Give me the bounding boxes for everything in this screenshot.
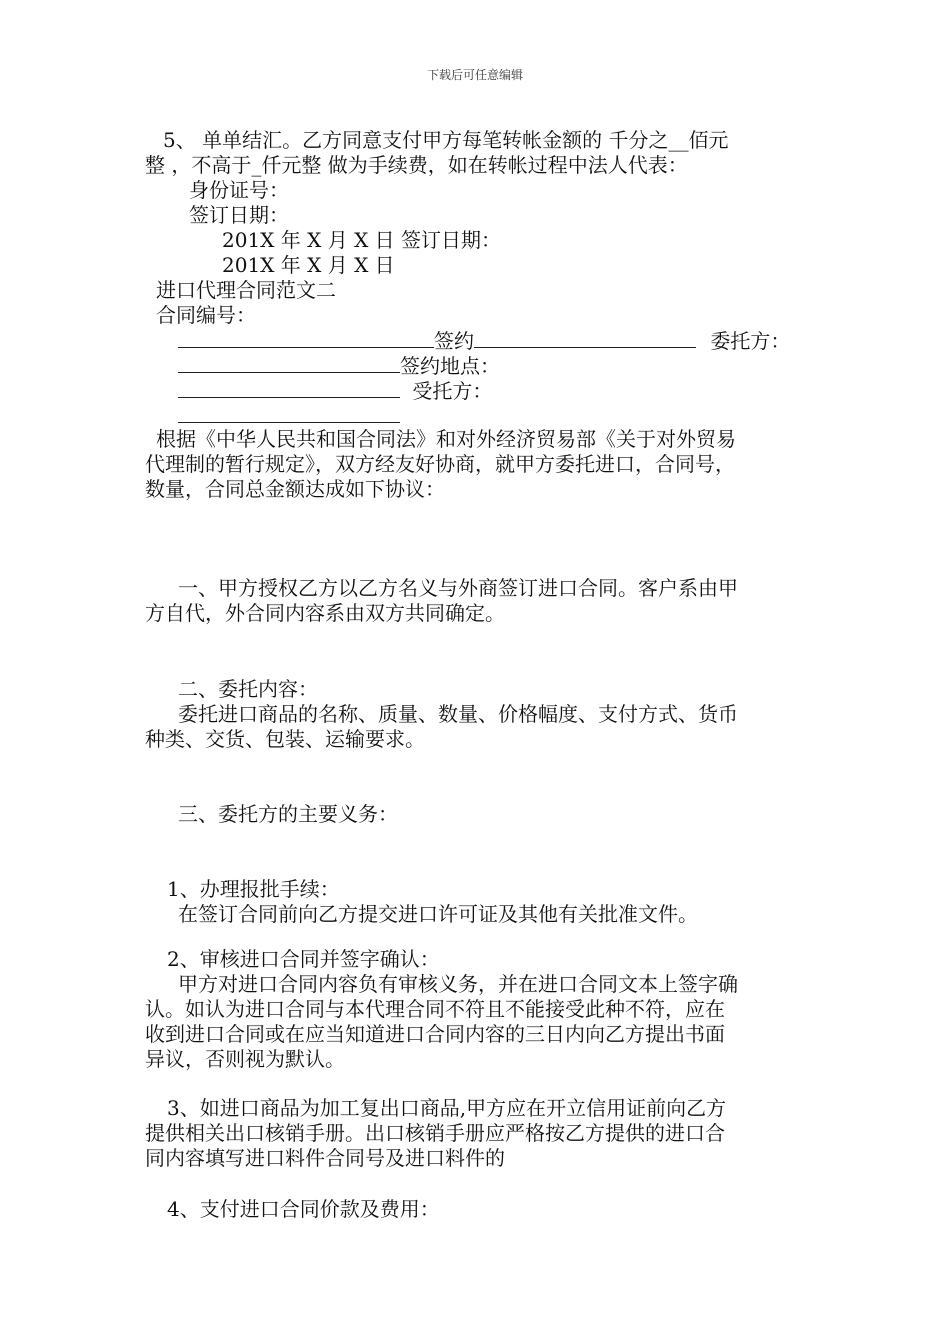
client-label: 委托方：: [710, 329, 791, 353]
blank-line: [474, 327, 696, 348]
signature-row-2: [178, 352, 500, 379]
signature-row-3: [178, 377, 492, 404]
article-3-heading: 三、委托方的主要义务：: [178, 802, 398, 826]
date-line-1: 201X 年 X 月 X 日 签订日期：: [222, 228, 502, 252]
blank-line: [178, 402, 400, 423]
item-1-heading: 1、办理报批手续：: [167, 877, 340, 901]
page-header: 下载后可任意编辑: [426, 68, 523, 82]
trustee-label: 受托方：: [412, 379, 493, 403]
blank-line: [178, 352, 400, 373]
signature-row-4: [178, 402, 400, 429]
preamble-line-1: 根据《中华人民共和国合同法》和对外经济贸易部《关于对外贸易: [156, 427, 736, 451]
sign-label: 签约: [434, 329, 474, 353]
blank-line: [178, 377, 400, 398]
clause-5-line-1: 5、 单单结汇。乙方同意支付甲方每笔转帐金额的 千分之__佰元: [163, 128, 729, 152]
article-2-heading: 二、委托内容：: [178, 677, 318, 701]
item-3-line-2: 提供相关出口核销手册。出口核销手册应严格按乙方提供的进口合: [145, 1121, 725, 1145]
item-1-text: 在签订合同前向乙方提交进口许可证及其他有关批准文件。: [178, 902, 698, 926]
item-3-line-1: 3、如进口商品为加工复出口商品,甲方应在开立信用证前向乙方: [167, 1096, 727, 1120]
section-title: 进口代理合同范文二: [156, 278, 336, 302]
signature-row-1: [178, 327, 790, 354]
blank-line: [178, 327, 434, 348]
sign-date-label: 签订日期：: [189, 203, 289, 227]
article-1-line-2: 方自代，外合同内容系由双方共同确定。: [145, 601, 505, 625]
preamble-line-2: 代理制的暂行规定》，双方经友好协商，就甲方委托进口，合同号，: [145, 452, 735, 476]
contract-number-label: 合同编号：: [156, 303, 256, 327]
article-1-line-1: 一、甲方授权乙方以乙方名义与外商签订进口合同。客户系由甲: [178, 576, 738, 600]
item-2-line-2: 认。如认为进口合同与本代理合同不符且不能接受此种不符，应在: [145, 997, 725, 1021]
item-2-line-4: 异议，否则视为默认。: [145, 1047, 345, 1071]
clause-5-line-2: 整 ，不高于_仟元整 做为手续费，如在转帐过程中法人代表：: [145, 153, 688, 177]
item-2-line-1: 甲方对进口合同内容负有审核义务，并在进口合同文本上签字确: [178, 972, 738, 996]
article-2-line-1: 委托进口商品的名称、质量、数量、价格幅度、支付方式、货币: [178, 702, 738, 726]
article-2-line-2: 种类、交货、包装、运输要求。: [145, 727, 425, 751]
item-4-heading: 4、支付进口合同价款及费用：: [167, 1197, 440, 1221]
item-2-heading: 2、审核进口合同并签字确认：: [167, 947, 440, 971]
date-line-2: 201X 年 X 月 X 日: [222, 253, 395, 277]
item-2-line-3: 收到进口合同或在应当知道进口合同内容的三日内向乙方提出书面: [145, 1022, 725, 1046]
preamble-line-3: 数量，合同总金额达成如下协议：: [145, 477, 445, 501]
item-3-line-3: 同内容填写进口料件合同号及进口料件的: [145, 1146, 505, 1170]
sign-place-label: 签约地点：: [400, 354, 500, 378]
id-number-label: 身份证号：: [189, 178, 289, 202]
